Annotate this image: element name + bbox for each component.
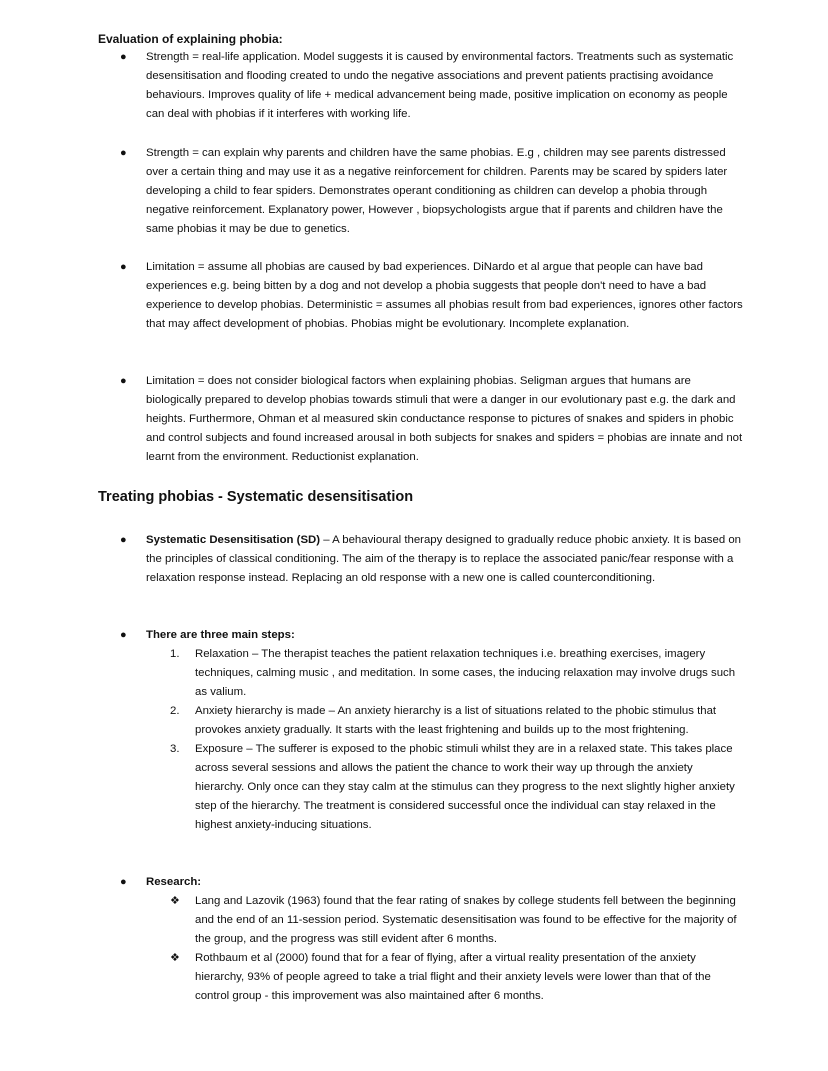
bullet-dot-icon: ● xyxy=(120,147,127,159)
list-item xyxy=(170,645,740,702)
step-text: Exposure – The sufferer is exposed to the phobic stimuli whilst they are in a relaxed state. This takes place across several sessions and allows the patient the chance to work their way up through the anxiety hierarchy. Only once can they stay calm at the stimulus can they progress to the next slightly higher anxiety step of the hierarchy. The treatment is considered successful once the individual can stay relaxed in the highest anxiety-inducing situations. xyxy=(195,743,735,831)
bullet-dot-icon: ● xyxy=(120,876,127,888)
bullet-dot-icon: ● xyxy=(120,51,127,63)
steps-list xyxy=(170,645,740,835)
step-number: 3. xyxy=(170,743,180,755)
evaluation-bullet-4 xyxy=(146,372,746,467)
bullet-dot-icon: ● xyxy=(120,261,127,273)
diamond-bullet-icon: ❖ xyxy=(170,895,180,907)
steps-heading: There are three main steps: xyxy=(146,629,295,641)
research-heading-block xyxy=(146,873,746,892)
research-text: Rothbaum et al (2000) found that for a fear of flying, after a virtual reality presentation of the anxiety hierarchy, 93% of people agreed to take a trial flight and their anxiety levels were lower than that of the control group - this improvement was also maintained after 6 months. xyxy=(195,952,711,1002)
evaluation-bullet-1 xyxy=(146,48,746,124)
evaluation-bullet-text: Limitation = assume all phobias are caused by bad experiences. DiNardo et al argue that people can have bad experiences e.g. being bitten by a dog and not develop a phobia suggests that people don't need to have a bad experience to develop phobias. Deterministic = assumes all phobias result from bad experiences, ignores other factors that may affect development of phobias. Phobias might be evolutionary. Incomplete explanation. xyxy=(146,261,743,330)
research-list xyxy=(170,892,740,1006)
sd-term: Systematic Desensitisation (SD) xyxy=(146,534,321,546)
list-item xyxy=(170,949,740,1006)
list-item xyxy=(170,740,740,835)
research-text: Lang and Lazovik (1963) found that the fear rating of snakes by college students fell between the beginning and the end of an 11-session period. Systematic desensitisation was found to be effective for the majority of the group, and the progress was still evident after 6 months. xyxy=(195,895,737,945)
step-number: 2. xyxy=(170,705,180,717)
evaluation-heading: Evaluation of explaining phobia: xyxy=(98,32,283,46)
evaluation-bullet-text: Strength = real-life application. Model suggests it is caused by environmental factors. Treatments such as systematic desensitisation and flooding created to undo the negative associations and prevent patients practising avoidance behaviours. Improves quality of life + medical advancement being made, positive implication on economy as people can deal with phobias if it interferes with working life. xyxy=(146,51,734,120)
sd-description: – A behavioural therapy designed to gradually reduce phobic anxiety. It is based on the principles of classical conditioning. The aim of the therapy is to replace the associated panic/fear response with a relaxation response instead. Replacing an old response with a new one is called counterconditioning. xyxy=(146,534,741,584)
evaluation-bullet-2 xyxy=(146,144,746,239)
step-text: Relaxation – The therapist teaches the patient relaxation techniques i.e. breathing exercises, imagery techniques, calming music , and meditation. In some cases, the inducing relaxation may involve drugs such as valium. xyxy=(195,648,736,698)
evaluation-bullet-text: Strength = can explain why parents and children have the same phobias. E.g , children may see parents distressed over a certain thing and may use it as a negative reinforcement for children. Parents may be scared by spiders later developing a child to fear spiders. Demonstrates operant conditioning as children can develop a phobia through negative reinforcement. Explanatory power, However , biopsychologists argue that if parents and children have the same phobias it may be due to genetics. xyxy=(146,147,728,235)
list-item xyxy=(170,892,740,949)
list-item xyxy=(170,702,740,740)
bullet-dot-icon: ● xyxy=(120,375,127,387)
bullet-dot-icon: ● xyxy=(120,629,127,641)
evaluation-bullet-3 xyxy=(146,258,746,334)
bullet-dot-icon: ● xyxy=(120,534,127,546)
sd-definition xyxy=(146,531,746,588)
step-text: Anxiety hierarchy is made – An anxiety hierarchy is a list of situations related to the phobic stimulus that provokes anxiety gradually. It starts with the least frightening and builds up to the most frightening. xyxy=(195,705,717,736)
step-number: 1. xyxy=(170,648,180,660)
treating-heading: Treating phobias - Systematic desensitisation xyxy=(98,489,414,505)
research-heading: Research: xyxy=(146,876,202,888)
steps-heading-block xyxy=(146,626,746,645)
evaluation-bullet-text: Limitation = does not consider biological factors when explaining phobias. Seligman argues that humans are biologically prepared to develop phobias towards stimuli that were a danger in our evolutionary past e.g. the dark and heights. Furthermore, Ohman et al measured skin conductance response to pictures of snakes and spiders in phobic and control subjects and found increased arousal in both subjects for snakes and spiders = phobias are innate and not learnt from the environment. Reductionist explanation. xyxy=(146,375,743,463)
diamond-bullet-icon: ❖ xyxy=(170,952,180,964)
